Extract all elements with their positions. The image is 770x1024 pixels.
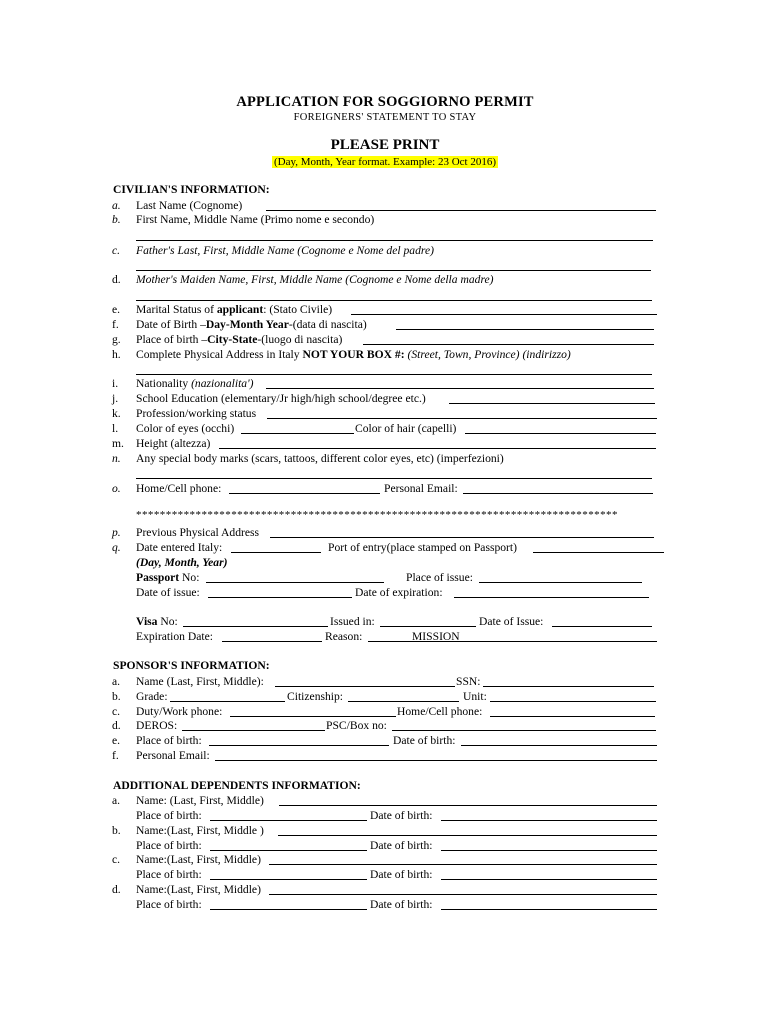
civilian-row-i xyxy=(0,376,770,391)
dependent-date-birth-label: Date of birth: xyxy=(370,839,433,852)
profession-field[interactable] xyxy=(267,418,657,419)
sponsor-citizenship-field[interactable] xyxy=(348,701,459,702)
entry-row-visa-exp xyxy=(0,629,770,644)
civilian-row-b-line xyxy=(0,228,770,243)
dependent-date-birth-label: Date of birth: xyxy=(370,868,433,881)
sponsor-home-phone-label: Home/Cell phone: xyxy=(397,705,483,718)
date-entered-field[interactable] xyxy=(231,552,321,553)
sponsor-work-phone-label: Duty/Work phone: xyxy=(136,705,223,718)
dependent-c-name-row xyxy=(0,852,770,867)
dependent-place-birth-label: Place of birth: xyxy=(136,839,202,852)
dependent-a-place-birth-field[interactable] xyxy=(210,820,367,821)
visa-no-label xyxy=(136,614,178,629)
civilian-row-j xyxy=(0,391,770,406)
label-italic: (Street, Town, Province) (indirizzo) xyxy=(404,348,571,361)
dependent-d-name-row xyxy=(0,882,770,897)
item-label: e. xyxy=(112,303,121,316)
item-label: c. xyxy=(112,853,121,866)
mother-name-label: Mother's Maiden Name, First, Middle Name (Cognome e Nome della madre) xyxy=(136,273,494,286)
dependent-c-date-birth-field[interactable] xyxy=(441,879,657,880)
label-part: No: xyxy=(157,615,178,628)
date-of-birth-field[interactable] xyxy=(396,329,654,330)
civilian-row-a xyxy=(0,198,770,213)
label-bold: Visa xyxy=(136,615,158,628)
dependent-name-label: Name:(Last, First, Middle) xyxy=(136,853,261,866)
education-label: School Education (elementary/Jr high/high school/degree etc.) xyxy=(136,392,426,405)
civilian-row-b xyxy=(0,212,770,227)
visa-issued-in-field[interactable] xyxy=(380,626,476,627)
dependent-d-date-birth-field[interactable] xyxy=(441,909,657,910)
last-name-field[interactable] xyxy=(266,210,656,211)
dependent-b-place-birth-field[interactable] xyxy=(210,850,367,851)
dependent-name-label: Name:(Last, First, Middle) xyxy=(136,883,261,896)
sponsor-name-field[interactable] xyxy=(275,686,455,687)
visa-date-issue-field[interactable] xyxy=(552,626,652,627)
dependents-section-heading: ADDITIONAL DEPENDENTS INFORMATION: xyxy=(113,779,361,792)
civilian-row-h xyxy=(0,347,770,362)
civilian-row-k xyxy=(0,406,770,421)
item-label: o. xyxy=(112,482,121,495)
section-separator: ********************************************************************************* xyxy=(136,509,618,521)
dependent-c-name-field[interactable] xyxy=(269,864,657,865)
date-format-highlight: (Day, Month, Year format. Example: 23 Oct 2016) xyxy=(274,156,496,168)
sponsor-grade-field[interactable] xyxy=(170,701,285,702)
entry-row-p xyxy=(0,525,770,540)
dependent-d-name-field[interactable] xyxy=(269,894,657,895)
last-name-label: Last Name (Cognome) xyxy=(136,199,243,212)
sponsor-unit-label: Unit: xyxy=(463,690,487,703)
item-label: b. xyxy=(112,213,121,226)
dependent-c-place-birth-field[interactable] xyxy=(210,879,367,880)
dependent-c-birth-row xyxy=(0,867,770,882)
label-part: Marital Status of xyxy=(136,303,217,316)
label-bold: City-State xyxy=(207,333,258,346)
hair-color-label: Color of hair (capelli) xyxy=(355,422,457,435)
dependent-b-name-row xyxy=(0,823,770,838)
dependent-d-place-birth-field[interactable] xyxy=(210,909,367,910)
place-of-birth-label xyxy=(136,332,342,347)
education-field[interactable] xyxy=(449,403,655,404)
entry-row-dmy xyxy=(0,555,770,570)
sponsor-row-d xyxy=(0,718,770,733)
item-label: n. xyxy=(112,452,121,465)
item-label: f. xyxy=(112,318,119,331)
sponsor-row-e xyxy=(0,733,770,748)
item-label: a. xyxy=(112,199,121,212)
label-part: No: xyxy=(179,571,200,584)
father-name-label: Father's Last, First, Middle Name (Cognome e Nome del padre) xyxy=(136,244,434,257)
dependent-a-date-birth-field[interactable] xyxy=(441,820,657,821)
sponsor-deros-field[interactable] xyxy=(182,730,325,731)
item-label: j. xyxy=(112,392,119,405)
dependent-place-birth-label: Place of birth: xyxy=(136,898,202,911)
date-entered-label: Date entered Italy: xyxy=(136,541,223,554)
sponsor-place-birth-label: Place of birth: xyxy=(136,734,202,747)
label-part: Nationality xyxy=(136,377,192,390)
label-part: -(luogo di nascita) xyxy=(257,333,343,346)
item-label: h. xyxy=(112,348,121,361)
form-title: APPLICATION FOR SOGGIORNO PERMIT xyxy=(236,94,534,110)
previous-address-label: Previous Physical Address xyxy=(136,526,260,539)
dependent-place-birth-label: Place of birth: xyxy=(136,868,202,881)
entry-row-passport xyxy=(0,570,770,585)
item-label: c. xyxy=(112,244,121,257)
marital-status-field[interactable] xyxy=(351,314,657,315)
height-field[interactable] xyxy=(219,448,656,449)
eye-color-field[interactable] xyxy=(241,433,354,434)
dependent-date-birth-label: Date of birth: xyxy=(370,809,433,822)
nationality-label xyxy=(136,376,253,391)
visa-reason-label: Reason: xyxy=(325,630,363,643)
sponsor-row-a xyxy=(0,674,770,689)
label-part: : (Stato Civile) xyxy=(263,303,333,316)
sponsor-section-heading: SPONSOR'S INFORMATION: xyxy=(113,659,270,672)
home-phone-field[interactable] xyxy=(229,493,380,494)
sponsor-email-label: Personal Email: xyxy=(136,749,210,762)
dependent-date-birth-label: Date of birth: xyxy=(370,898,433,911)
passport-no-label xyxy=(136,570,199,585)
home-phone-label: Home/Cell phone: xyxy=(136,482,222,495)
address-field[interactable] xyxy=(136,374,652,375)
civilian-row-f xyxy=(0,317,770,332)
item-label: q. xyxy=(112,541,121,554)
civilian-row-l xyxy=(0,421,770,436)
height-label: Height (altezza) xyxy=(136,437,211,450)
visa-issued-in-label: Issued in: xyxy=(330,615,375,628)
civilian-row-c-line xyxy=(0,258,770,273)
sponsor-date-birth-label: Date of birth: xyxy=(393,734,456,747)
personal-email-label: Personal Email: xyxy=(384,482,458,495)
sponsor-ssn-field[interactable] xyxy=(483,686,654,687)
sponsor-row-f xyxy=(0,748,770,763)
port-of-entry-label: Port of entry(place stamped on Passport) xyxy=(328,541,517,554)
label-part: -(data di nascita) xyxy=(288,318,367,331)
date-format-note xyxy=(0,156,770,168)
hair-color-field[interactable] xyxy=(465,433,656,434)
port-of-entry-field[interactable] xyxy=(533,552,664,553)
sponsor-psc-field[interactable] xyxy=(392,730,656,731)
item-label: p. xyxy=(112,526,121,539)
sponsor-email-field[interactable] xyxy=(215,760,657,761)
passport-no-field[interactable] xyxy=(206,582,384,583)
entry-row-visa xyxy=(0,614,770,629)
item-label: d. xyxy=(112,719,121,732)
dependent-a-birth-row xyxy=(0,808,770,823)
father-name-field[interactable] xyxy=(136,270,651,271)
item-label: b. xyxy=(112,824,121,837)
visa-reason-value: MISSION xyxy=(412,630,460,643)
passport-place-issue-label: Place of issue: xyxy=(406,571,473,584)
civilian-section-heading: CIVILIAN'S INFORMATION: xyxy=(113,183,270,196)
label-part: Complete Physical Address in Italy xyxy=(136,348,303,361)
passport-place-issue-field[interactable] xyxy=(479,582,642,583)
label-bold: Passport xyxy=(136,571,180,584)
item-label: m. xyxy=(112,437,124,450)
sponsor-ssn-label: SSN: xyxy=(456,675,481,688)
dependent-a-name-row xyxy=(0,793,770,808)
sponsor-home-phone-field[interactable] xyxy=(490,716,655,717)
label-bold: applicant xyxy=(216,303,264,316)
sponsor-grade-label: Grade: xyxy=(136,690,168,703)
previous-address-field[interactable] xyxy=(270,537,654,538)
sponsor-deros-label: DEROS: xyxy=(136,719,178,732)
visa-date-issue-label: Date of Issue: xyxy=(479,615,544,628)
mother-name-field[interactable] xyxy=(136,300,652,301)
passport-date-issue-field[interactable] xyxy=(208,597,352,598)
dependent-b-date-birth-field[interactable] xyxy=(441,850,657,851)
civilian-row-h-line xyxy=(0,362,770,377)
dependent-name-label: Name:(Last, First, Middle ) xyxy=(136,824,264,837)
dependent-b-birth-row xyxy=(0,838,770,853)
item-label: a. xyxy=(112,675,121,688)
dependent-d-birth-row xyxy=(0,897,770,912)
visa-expiration-label: Expiration Date: xyxy=(136,630,213,643)
date-of-birth-label xyxy=(136,317,367,332)
item-label: i. xyxy=(112,377,119,390)
civilian-row-g xyxy=(0,332,770,347)
first-name-label: First Name, Middle Name (Primo nome e secondo) xyxy=(136,213,375,226)
profession-label: Profession/working status xyxy=(136,407,257,420)
sponsor-row-b xyxy=(0,689,770,704)
sponsor-date-birth-field[interactable] xyxy=(461,745,657,746)
address-label xyxy=(136,347,571,362)
body-marks-label: Any special body marks (scars, tattoos, different color eyes, etc) (imperfezioni) xyxy=(136,452,504,465)
dependent-a-name-field[interactable] xyxy=(279,805,657,806)
civilian-row-e xyxy=(0,302,770,317)
dependent-place-birth-label: Place of birth: xyxy=(136,809,202,822)
civilian-row-d-line xyxy=(0,288,770,303)
item-label: g. xyxy=(112,333,121,346)
civilian-row-c xyxy=(0,243,770,258)
civilian-row-n-line xyxy=(0,466,770,481)
visa-no-field[interactable] xyxy=(183,626,328,627)
civilian-row-n xyxy=(0,451,770,466)
item-label: k. xyxy=(112,407,121,420)
nationality-field[interactable] xyxy=(266,388,654,389)
dependent-b-name-field[interactable] xyxy=(278,835,657,836)
item-label: d. xyxy=(112,883,121,896)
sponsor-unit-field[interactable] xyxy=(490,701,656,702)
personal-email-field[interactable] xyxy=(463,493,653,494)
label-bold: Day-Month Year xyxy=(205,318,289,331)
sponsor-citizenship-label: Citizenship: xyxy=(287,690,344,703)
label-part: Date of Birth – xyxy=(136,318,206,331)
item-label: a. xyxy=(112,794,121,807)
item-label: l. xyxy=(112,422,119,435)
eye-color-label: Color of eyes (occhi) xyxy=(136,422,235,435)
sponsor-name-label: Name (Last, First, Middle): xyxy=(136,675,264,688)
label-italic: (nazionalita') xyxy=(191,377,254,390)
passport-expiration-field[interactable] xyxy=(454,597,649,598)
body-marks-field[interactable] xyxy=(136,478,652,479)
sponsor-psc-label: PSC/Box no: xyxy=(326,719,387,732)
day-month-year-hint: (Day, Month, Year) xyxy=(136,556,228,569)
label-bold: NOT YOUR BOX #: xyxy=(302,348,405,361)
entry-row-q xyxy=(0,540,770,555)
item-label: e. xyxy=(112,734,121,747)
place-of-birth-field[interactable] xyxy=(363,344,654,345)
entry-row-passport-dates xyxy=(0,585,770,600)
sponsor-work-phone-field[interactable] xyxy=(230,716,396,717)
form-subtitle: FOREIGNERS' STATEMENT TO STAY xyxy=(293,112,477,123)
item-label: b. xyxy=(112,690,121,703)
item-label: f. xyxy=(112,749,119,762)
sponsor-place-birth-field[interactable] xyxy=(209,745,389,746)
first-name-field[interactable] xyxy=(136,240,653,241)
item-label: d. xyxy=(112,273,121,286)
passport-date-issue-label: Date of issue: xyxy=(136,586,200,599)
item-label: c. xyxy=(112,705,121,718)
visa-expiration-field[interactable] xyxy=(222,641,322,642)
civilian-row-m xyxy=(0,436,770,451)
label-part: Place of birth – xyxy=(136,333,208,346)
civilian-row-d xyxy=(0,272,770,287)
sponsor-row-c xyxy=(0,704,770,719)
dependent-name-label: Name: (Last, First, Middle) xyxy=(136,794,264,807)
passport-expiration-label: Date of expiration: xyxy=(355,586,443,599)
please-print-heading: PLEASE PRINT xyxy=(330,137,440,153)
marital-status-label xyxy=(136,302,332,317)
civilian-row-o xyxy=(0,481,770,496)
